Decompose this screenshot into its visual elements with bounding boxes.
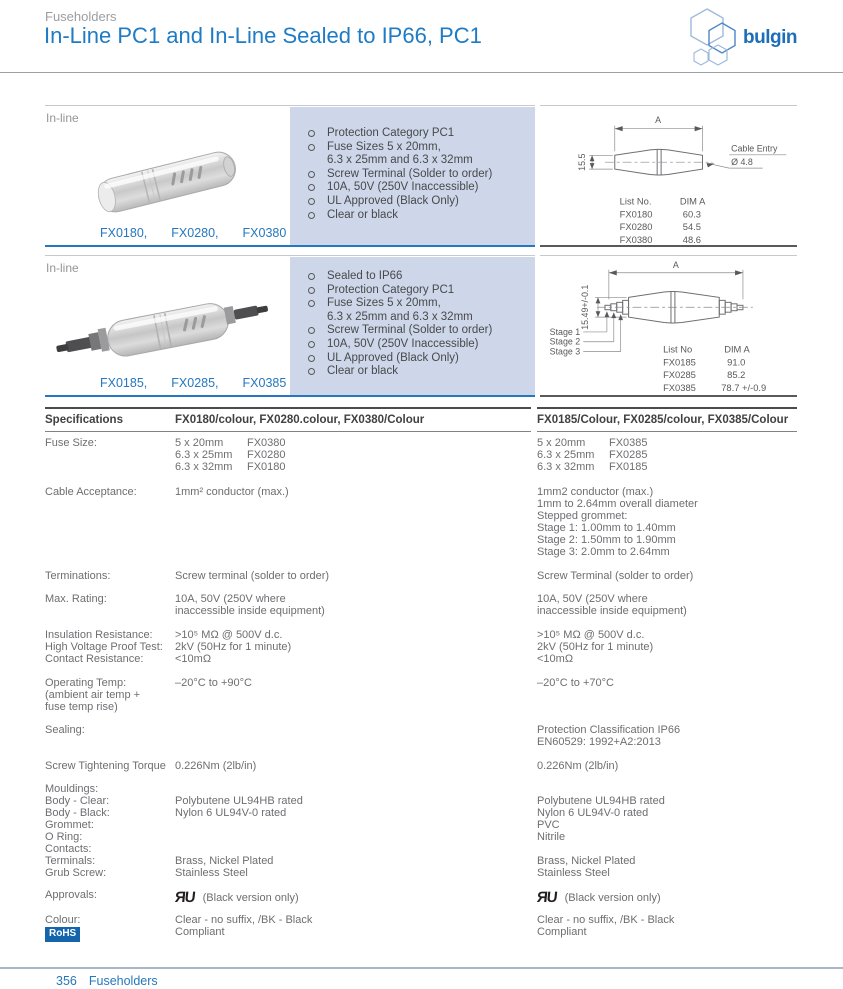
feature-list [290, 257, 535, 395]
bullet-circle-icon [308, 341, 315, 348]
feature-text: Clear or black [327, 365, 398, 378]
footer-section-label: Fuseholders [88, 974, 158, 988]
part-number: FX0185, [100, 376, 148, 390]
svg-text:FX0280: FX0280 [619, 222, 653, 233]
dim-a-label: A [672, 259, 679, 270]
feature-text: Screw Terminal (Solder to order) [327, 324, 493, 337]
spec-row-colour-rohs: Colour: RoHS Clear - no suffix, /BK - Black Compliant Clear - no suffix, /BK - Black Compliant [45, 914, 797, 942]
feature-item [308, 324, 529, 338]
part-number: FX0380 [242, 226, 287, 240]
spec-row-terminations: Terminations: Screw terminal (solder to order) Screw Terminal (solder to order) [45, 570, 694, 582]
feature-text: Clear or black [327, 208, 398, 221]
feature-text: UL Approved (Black Only) [327, 351, 459, 364]
spec-row-torque: Screw Tightening Torque 0.226Nm (2lb/in) 0.226Nm (2lb/in) [45, 760, 619, 772]
feature-item [308, 209, 529, 223]
feature-text: UL Approved (Black Only) [327, 194, 459, 207]
spec-row-cable-acceptance: Cable Acceptance: 1mm² conductor (max.) 1mm2 conductor (max.) 1mm to 2.64mm overall diameter Stepped grommet: Stage 1: 1.00mm to 1.40mm Stage 2: 1.50mm to 1.90mm Stage 3: 2.0mm to 2.64mm [45, 486, 698, 558]
footer [56, 974, 158, 988]
svg-text:FX0185: FX0185 [663, 357, 696, 368]
feature-item [308, 127, 529, 141]
bullet-circle-icon [308, 198, 315, 205]
dim-a-header: DIM A [679, 196, 706, 207]
svg-text:FX0380: FX0380 [619, 235, 653, 246]
stage-label: Stage 2 [549, 336, 581, 347]
rohs-badge: RoHS [45, 927, 80, 942]
technical-drawing [540, 255, 797, 397]
list-no-header: List No. [619, 196, 652, 207]
footer-divider [0, 967, 843, 969]
bullet-circle-icon [308, 130, 315, 137]
category-label: Fuseholders [45, 9, 117, 24]
part-numbers [100, 376, 286, 390]
bullet-circle-icon [308, 212, 315, 219]
ul-recognized-icon: ЯU [174, 889, 196, 906]
product-photo-zone [45, 106, 290, 245]
dim-a-label: A [655, 114, 662, 125]
specs-col1-header: FX0180/colour, FX0280.colour, FX0380/Colour [175, 414, 425, 426]
mount-style-label: In-line [46, 111, 79, 125]
feature-item [308, 181, 529, 195]
feature-item [308, 338, 529, 352]
feature-item [308, 352, 529, 366]
spec-row-mouldings: Mouldings: Body - Clear: Body - Black: Grommet: O Ring: Contacts: Terminals: Grub Screw: Polybutene UL94HB rated Nylon 6 UL94V-0 rated Brass, Nickel Plated Stainless Steel Polybutene UL94HB rated Nylon 6 UL94V-0 rated PVC Nitrile Brass, Nickel Plated Stainless Steel [45, 783, 665, 879]
spec-row-max-rating: Max. Rating: 10A, 50V (250V where inaccessible inside equipment) 10A, 50V (250V where inaccessible inside equipment) [45, 593, 687, 617]
product-section-inline-pc1 [45, 105, 797, 247]
part-number: FX0285, [171, 376, 219, 390]
header-divider [0, 72, 843, 73]
bullet-circle-icon [308, 144, 315, 151]
product-photo [45, 126, 290, 238]
feature-item [308, 195, 529, 209]
svg-text:60.3: 60.3 [682, 209, 702, 220]
svg-text:85.2: 85.2 [727, 370, 746, 381]
product-panel [45, 105, 535, 247]
spec-row-operating-temp: Operating Temp: (ambient air temp + fuse temp rise) –20°C to +90°C –20°C to +70°C [45, 677, 614, 713]
hexagon-logo-icon [685, 5, 751, 71]
feature-list [290, 107, 535, 245]
specs-col2-header: FX0185/Colour, FX0285/colour, FX0385/Colour [537, 407, 797, 432]
part-number: FX0180, [100, 226, 148, 240]
spec-row-electrical: Insulation Resistance: High Voltage Proof Test: Contact Resistance: >10⁵ MΩ @ 500V d.c. 2kV (50Hz for 1 minute) <10mΩ >10⁵ MΩ @ 500V d.c. 2kV (50Hz for 1 minute) <10mΩ [45, 629, 654, 665]
feature-item [308, 168, 529, 182]
page-number: 356 [56, 974, 77, 988]
feature-item [308, 141, 529, 168]
feature-text: Protection Category PC1 [327, 127, 455, 139]
svg-text:FX0385: FX0385 [663, 383, 696, 394]
feature-text: Protection Category PC1 [327, 283, 455, 296]
dim-height-label: 15.49+/-0.1 [580, 284, 591, 330]
bullet-circle-icon [308, 327, 315, 334]
specs-header-left [45, 407, 531, 432]
part-number: FX0385 [242, 376, 287, 390]
spec-row-fuse-size: Fuse Size: 5 x 20mm FX0380 6.3 x 25mm FX0280 6.3 x 32mm FX0180 5 x 20mm FX0385 6.3 x 25mm FX0285 6.3 x 32mm FX0185 [45, 437, 648, 473]
product-photo-zone [45, 256, 290, 395]
bullet-circle-icon [308, 287, 315, 294]
stage-label: Stage 1 [549, 326, 581, 337]
ul-recognized-icon: ЯU [536, 889, 558, 906]
cable-entry-dia: Ø 4.8 [731, 157, 753, 168]
product-section-inline-ip66 [45, 255, 797, 397]
feature-item [308, 270, 529, 284]
part-number: FX0280, [171, 226, 219, 240]
product-panel [45, 255, 535, 397]
specs-title: Specifications [45, 414, 123, 426]
spec-row-sealing: Sealing: Protection Classification IP66 EN60529: 1992+A2:2013 [45, 724, 681, 748]
bullet-circle-icon [308, 273, 315, 280]
feature-item [308, 297, 529, 324]
bullet-circle-icon [308, 171, 315, 178]
feature-text: Fuse Sizes 5 x 20mm, 6.3 x 25mm and 6.3 x 32mm [327, 297, 473, 323]
svg-text:FX0180: FX0180 [619, 209, 653, 220]
specs-body [45, 437, 797, 942]
svg-text:78.7 +/-0.9: 78.7 +/-0.9 [721, 383, 767, 394]
svg-text:54.5: 54.5 [682, 222, 702, 233]
product-photo [45, 272, 290, 384]
feature-item [308, 284, 529, 298]
list-no-header: List No [663, 344, 693, 355]
bullet-circle-icon [308, 368, 315, 375]
part-numbers [100, 226, 286, 240]
page-title: In-Line PC1 and In-Line Sealed to IP66, PC1 [44, 23, 482, 48]
feature-text: Fuse Sizes 5 x 20mm, 6.3 x 25mm and 6.3 x 32mm [327, 140, 473, 167]
feature-text: 10A, 50V (250V Inaccessible) [327, 337, 479, 350]
stage-label: Stage 3 [549, 346, 581, 357]
bullet-circle-icon [308, 184, 315, 191]
bullet-circle-icon [308, 300, 315, 307]
mount-style-label: In-line [46, 261, 79, 275]
cable-entry-label: Cable Entry [731, 143, 778, 154]
brand-name: bulgin [743, 27, 797, 48]
dim-height-label: 15.5 [577, 153, 588, 171]
feature-text: 10A, 50V (250V Inaccessible) [327, 181, 479, 194]
feature-item [308, 365, 529, 379]
svg-text:48.6: 48.6 [682, 235, 702, 246]
feature-text: Screw Terminal (Solder to order) [327, 167, 493, 180]
feature-text: Sealed to IP66 [327, 270, 403, 282]
svg-text:FX0285: FX0285 [663, 370, 696, 381]
dim-a-header: DIM A [724, 344, 750, 355]
bullet-circle-icon [308, 355, 315, 362]
svg-text:91.0: 91.0 [727, 357, 746, 368]
technical-drawing [540, 105, 797, 247]
spec-row-approvals: Approvals: ЯU (Black version only) ЯU (Black version only) [45, 889, 661, 906]
bulgin-logo [685, 5, 797, 71]
